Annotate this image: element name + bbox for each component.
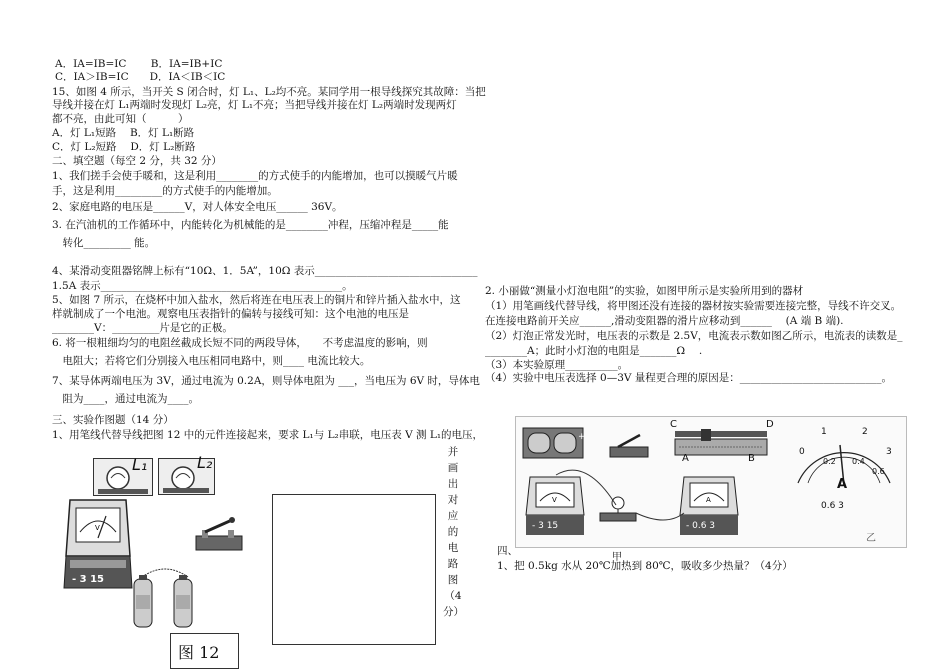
svg-text:V: V xyxy=(95,524,100,532)
lamp-l2-label: L₂ xyxy=(197,453,213,472)
switch xyxy=(194,516,244,552)
ammeter-scale-04: 0.4 xyxy=(852,457,865,466)
battery-pair xyxy=(130,565,200,630)
question-line: 15、如图 4 所示，当开关 S 闭合时，灯 L₁、L₂均不亮。某同学用一根导线探究其故障：当把 xyxy=(52,86,486,98)
lamp-l2 xyxy=(158,453,215,495)
question-line: （3）本实验原理__________。 xyxy=(485,359,629,371)
note-char: 应 xyxy=(447,510,459,522)
drawing-answer-box[interactable] xyxy=(272,494,436,645)
question-line: 1、我们搓手会使手暖和，这是利用________的方式使手的内能增加，也可以摸暖气片暖 xyxy=(52,170,458,182)
svg-text:V: V xyxy=(552,496,557,504)
question-line: 6. 将一根粗细均匀的电阻丝截成长短不同的两段导体， 不考虑温度的影响，则 xyxy=(52,337,428,349)
question-line: 7、某导体两端电压为 3V，通过电流为 0.2A，则导体电阻为 ___，当电压为 6V 时，导体电 xyxy=(52,375,480,387)
question-line: 3. 在汽油机的工作循环中，内能转化为机械能的是________冲程，压缩冲程是_____能 xyxy=(52,219,449,231)
note-char: （4 xyxy=(444,590,462,602)
lamp-l1 xyxy=(93,455,153,496)
lamp-l1-label: L₁ xyxy=(132,455,148,474)
question-line: 5、如图 7 所示，在烧杯中加入盐水，然后将连在电压表上的铜片和锌片插入盐水中，这 xyxy=(52,294,461,306)
section-heading: 二、填空题（每空 2 分，共 32 分） xyxy=(52,155,222,167)
rheostat-label-d: D xyxy=(766,419,774,430)
note-char: 路 xyxy=(447,558,459,570)
question-line: 1、把 0.5kg 水从 20℃加热到 80℃，吸收多少热量？（4分） xyxy=(497,560,793,572)
ammeter-scale-1: 1 xyxy=(821,427,827,437)
figure-12-caption-box xyxy=(170,633,239,669)
question-line: 阻为____，通过电流为____。 xyxy=(52,393,199,405)
note-char: 分） xyxy=(443,606,464,618)
question-line: 电阻大；若将它们分别接入电压相同电路中，则____ 电流比较大。 xyxy=(52,355,371,367)
question-line: 4、某滑动变阻器铭牌上标有“10Ω、1．5A”，10Ω 表示_______________________________ xyxy=(52,265,478,277)
choice-line: C．灯 L₂短路 D．灯 L₂断路 xyxy=(52,141,196,153)
rheostat-label-a: A xyxy=(682,453,689,464)
figure-jia-label: 甲 xyxy=(612,552,622,563)
rheostat-label-c: C xyxy=(670,419,677,430)
question-line: ________A；此时小灯泡的电阻是_______Ω . xyxy=(485,345,703,357)
question-line: 都不亮，由此可知（ ） xyxy=(52,113,189,125)
ammeter-unit: A xyxy=(837,477,848,492)
svg-text:+: + xyxy=(578,432,586,442)
voltmeter-terminals: - 3 15 xyxy=(72,574,104,585)
vertical-note xyxy=(443,444,464,620)
figure-yi-label: 乙 xyxy=(866,533,876,544)
question-line: 转化_________ 能。 xyxy=(52,237,156,249)
ammeter-scale-02: 0.2 xyxy=(823,457,836,466)
battery-icon xyxy=(130,565,200,630)
question-line: （1）用笔画线代替导线，将甲图还没有连接的器材按实验需要连接完整，导线不许交叉。 xyxy=(485,300,902,312)
question-line: 导线并接在灯 L₁两端时发现灯 L₂亮，灯 L₁不亮；当把导线并接在灯 L₂两端时发现两灯 xyxy=(52,99,457,111)
question-line: 2. 小丽做“测量小灯泡电阻”的实验，如图甲所示是实验所用到的器材 xyxy=(485,285,804,297)
question-line: 2、家庭电路的电压是______V，对人体安全电压______ 36V。 xyxy=(52,201,343,213)
question-line: 1.5A 表示______________________________________________。 xyxy=(52,280,353,292)
ammeter-scale-2: 2 xyxy=(862,427,868,437)
question-line: （4）实验中电压表选择 0—3V 量程更合理的原因是：___________________________。 xyxy=(485,372,893,384)
voltmeter xyxy=(62,496,134,592)
section-heading: 三、实验作图题（14 分） xyxy=(52,414,174,426)
question-line: 手，这是利用_________的方式使手的内能增加。 xyxy=(52,185,278,197)
question-line: （2）灯泡正常发光时，电压表的示数是 2.5V，电流表示数如图乙所示，电流表的读数是_ xyxy=(485,330,903,342)
switch-icon xyxy=(194,516,244,552)
ammeter-scale-06: 0.6 xyxy=(872,467,885,476)
note-char: 画 xyxy=(447,462,459,474)
note-char: 图 xyxy=(447,574,459,586)
question-line: ________V：_________片是它的正极。 xyxy=(52,322,233,334)
ammeter-small-terminals: 0.6 3 xyxy=(821,501,844,511)
ammeter-scale-3: 3 xyxy=(886,447,892,457)
experiment-figure xyxy=(515,416,907,548)
note-char: 出 xyxy=(447,478,459,490)
note-char: 对 xyxy=(447,494,459,506)
svg-text:A: A xyxy=(706,496,711,504)
voltmeter-terminals: - 3 15 xyxy=(532,521,559,531)
choice-line: C．IA＞IB=IC D．IA＜IB＜IC xyxy=(55,71,226,83)
question-line: 样就制成了一个电池。观察电压表指针的偏转与接线可知：这个电池的电压是 xyxy=(52,308,409,320)
section-heading: 四、 xyxy=(497,545,518,557)
choice-line: A．灯 L₁短路 B．灯 L₁断路 xyxy=(52,127,195,139)
figure-12-caption: 图 12 xyxy=(178,643,220,662)
question-line: 在连接电路前开关应______,滑动变阻器的滑片应移动到______ (A 端 B 端). xyxy=(485,315,844,327)
ammeter-scale-0: 0 xyxy=(799,447,805,457)
choice-line: A．IA=IB=IC B．IA=IB+IC xyxy=(55,58,223,70)
question-line: 1、用笔线代替导线把图 12 中的元件连接起来，要求 L₁与 L₂串联，电压表 V 测 L₁的电压， xyxy=(52,429,484,441)
note-char: 并 xyxy=(447,446,459,458)
note-char: 电 xyxy=(447,542,459,554)
ammeter-terminals: - 0.6 3 xyxy=(686,521,716,531)
rheostat-label-b: B xyxy=(748,453,755,464)
note-char: 的 xyxy=(447,526,459,538)
connecting-wire xyxy=(516,417,776,547)
